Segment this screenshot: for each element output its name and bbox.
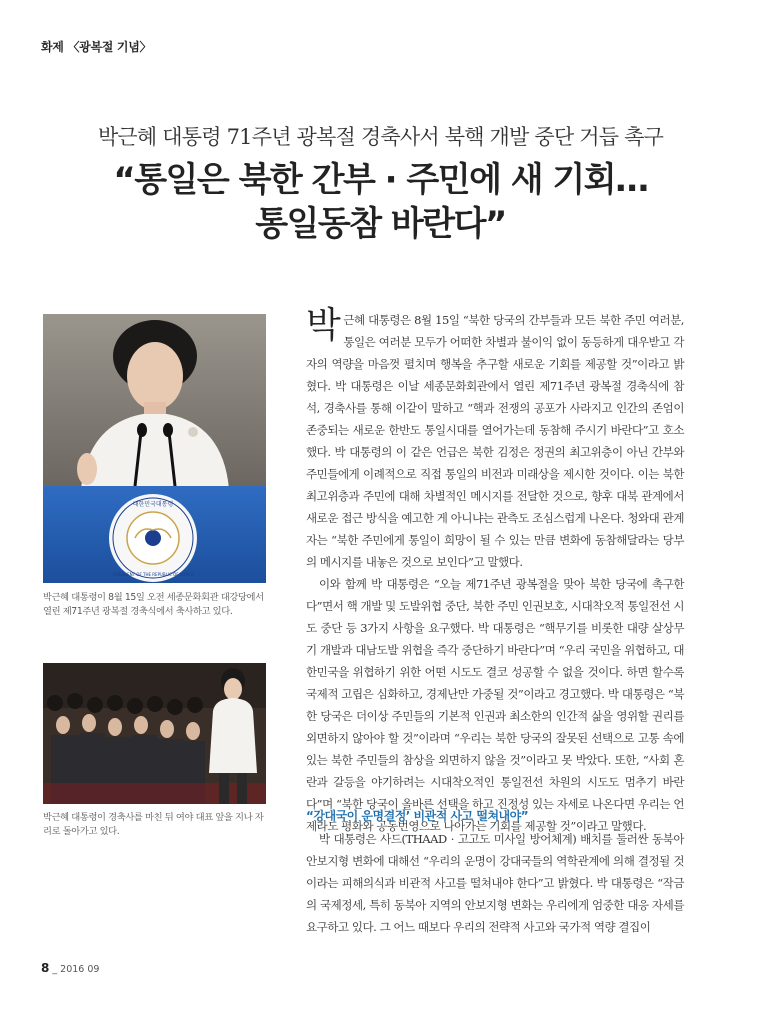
photo-audience (43, 663, 266, 804)
article-subtitle: 박근혜 대통령 71주년 광복절 경축사서 북핵 개발 중단 거듭 촉구 (97, 125, 664, 149)
page-footer (41, 961, 99, 975)
photo-speech-caption: 박근혜 대통령이 8월 15일 오전 세종문화회관 대강당에서 열린 제71주년 광복절 경축식에서 축사하고 있다. (43, 592, 264, 617)
headline-line-2: 통일동참 바란다” (255, 204, 506, 244)
issue-date: _ 2016 09 (52, 964, 100, 975)
paragraph-3: 박 대통령은 사드(THAAD · 고고도 미사일 방어체계) 배치를 둘러싼 동북아 안보지형 변화에 대해선 “우리의 운명이 강대국들의 역학관계에 의해 결정될 것이라는 피해의식과 비관적 사고를 떨쳐내야 한다”고 밝혔다. 박 대통령은 “작금의 국제정세, 특히 동북아 지역의 안보지형 변화는 우리에게 엄중한 대응 자세를 요구하고 있다. 그 어느 때보다 우리의 전략적 사고와 국가적 역량 결집이 (306, 832, 684, 934)
page-number: 8 (41, 961, 50, 975)
photo-speech-image (43, 314, 266, 583)
seal-ring: PRESIDENT OF THE REPUBLIC OF KOREA (112, 572, 194, 577)
section-tag: 화제 〈광복절 기념〉 (41, 40, 152, 54)
dropcap: 박 (306, 305, 341, 346)
headline-line-1: “통일은 북한 간부 · 주민에 새 기회… (113, 160, 648, 200)
photo-speech (43, 314, 266, 583)
article-body-2 (306, 828, 684, 938)
article-headline (0, 158, 761, 246)
photo-audience-image (43, 663, 266, 804)
paragraph-1 (306, 305, 684, 573)
seal-title: 대한민국대통령 (132, 501, 174, 508)
article-subhead: “강대국이 운명결정’ 비관적 사고 떨쳐내야” (306, 809, 529, 823)
paragraph-2: 이와 함께 박 대통령은 “오늘 제71주년 광복절을 맞아 북한 당국에 촉구한다”면서 핵 개발 및 도발위협 중단, 북한 주민 인권보호, 시대착오적 통일전선 시도 중단 등 3가지 사항을 요구했다. 박 대통령은 “핵무기를 비롯한 대량 살상무기 개발과 대남도발 위협을 즉각 중단하기 바란다”며 “우리 국민을 위협하고, 대한민국을 위협하기 위한 어떤 시도도 결코 성공할 수 없을 것이다. 하면 할수록 국제적 고립은 심화하고, 경제난만 가중될 것”이라고 경고했다. 박 대통령은 “북한 당국은 더이상 주민들의 기본적 인권과 최소한의 인간적 삶을 영위할 권리를 외면하지 않아야 할 것”이라며 “우리는 북한 당국의 잘못된 선택으로 고통 속에 있는 북한 주민들의 참상을 외면하지 않을 것”이라고 못 박았다. 또한, “사회 혼란과 갈등을 야기하려는 시대착오적인 통일전선 차원의 시도도 멈추기 바란다”며 “북한 당국이 올바른 선택을 하고 진정성 있는 자세로 나온다면 우리는 언제라도 평화와 공동번영으로 나아가는 기회를 제공할 것”이라고 말했다. (306, 577, 684, 833)
photo-audience-caption: 박근혜 대통령이 경축사를 마친 뒤 여야 대표 앞을 지나 자리로 돌아가고 있다. (43, 812, 264, 837)
paragraph-1-text: 근혜 대통령은 8월 15일 “북한 당국의 간부들과 모든 북한 주민 여러분, 통일은 여러분 모두가 어떠한 차별과 불이익 없이 동등하게 대우받고 각자의 역량을 마음껏 펼치며 행복을 추구할 새로운 기회를 제공할 것”이라고 밝혔다. 박 대통령은 이날 세종문화회관에서 열린 제71주년 광복절 경축식에 참석, 경축사를 통해 이같이 말하고 “핵과 전쟁의 공포가 사라지고 인간의 존엄이 존중되는 새로운 한반도 통일시대를 열어가는데 동참해 주시기 바란다”고 호소했다. 박 대통령의 이 같은 언급은 북한 김정은 정권의 최고위층이 아닌 간부와 주민들에게 이례적으로 직접 통일의 비전과 미래상을 제시한 것이다. 이는 북한 최고위층과 주민에 대해 차별적인 메시지를 전달한 것으로, 향후 대북 관계에서 새로운 접근 방식을 예고한 게 아니냐는 관측도 조심스럽게 나온다. 청와대 관계자는 “북한 주민에게 통일이 희망이 될 수 있는 만큼 변화에 동참해달라는 당부의 메시지를 내놓은 것으로 보인다”고 말했다. (306, 313, 684, 569)
article-body (306, 305, 684, 837)
